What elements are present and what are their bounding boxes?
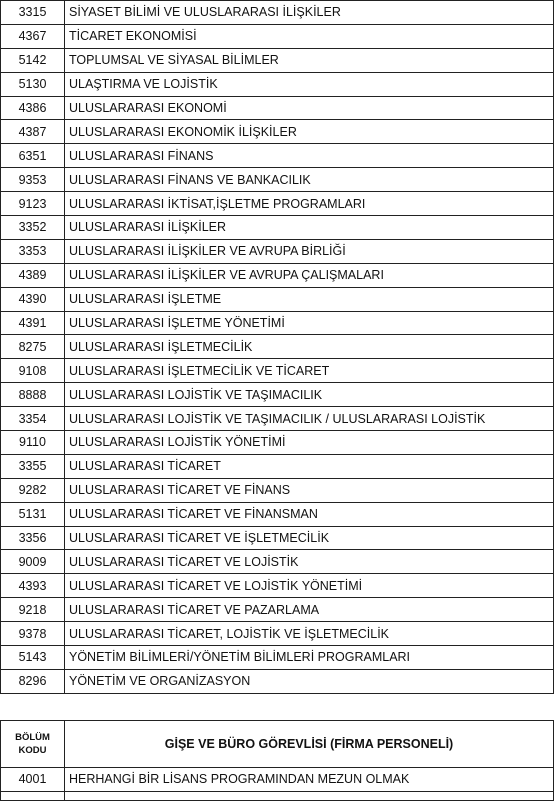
table-row bbox=[1, 192, 554, 216]
department-code: 9110 bbox=[1, 431, 65, 455]
department-code: 9378 bbox=[1, 622, 65, 646]
department-code: 3315 bbox=[1, 1, 65, 25]
department-code: 8296 bbox=[1, 669, 65, 693]
department-name: TİCARET EKONOMİSİ bbox=[65, 24, 554, 48]
department-code: 5130 bbox=[1, 72, 65, 96]
table-row bbox=[1, 335, 554, 359]
table-row bbox=[1, 120, 554, 144]
department-name: ULUSLARARASI LOJİSTİK VE TAŞIMACILIK bbox=[65, 383, 554, 407]
department-code: 9123 bbox=[1, 192, 65, 216]
table-row bbox=[1, 144, 554, 168]
department-code: 9282 bbox=[1, 478, 65, 502]
department-name: ULUSLARARASI TİCARET VE PAZARLAMA bbox=[65, 598, 554, 622]
empty-cell bbox=[1, 791, 65, 800]
table-row bbox=[1, 359, 554, 383]
department-table-body bbox=[1, 1, 554, 694]
table-row bbox=[1, 1, 554, 25]
department-name: ULUSLARARASI İŞLETMECİLİK VE TİCARET bbox=[65, 359, 554, 383]
department-name: ULUSLARARASI İLİŞKİLER VE AVRUPA ÇALIŞMALARI bbox=[65, 263, 554, 287]
department-code: 4386 bbox=[1, 96, 65, 120]
department-code: 3352 bbox=[1, 216, 65, 240]
table-row bbox=[1, 646, 554, 670]
table-row bbox=[1, 622, 554, 646]
department-name: ULUSLARARASI TİCARET bbox=[65, 454, 554, 478]
department-code: 6351 bbox=[1, 144, 65, 168]
table-row bbox=[1, 287, 554, 311]
table-row bbox=[1, 24, 554, 48]
table-row bbox=[1, 407, 554, 431]
table-row bbox=[1, 96, 554, 120]
department-name: ULUSLARARASI İLİŞKİLER VE AVRUPA BİRLİĞİ bbox=[65, 239, 554, 263]
code-column-header bbox=[1, 720, 65, 767]
department-name: ULUSLARARASI TİCARET VE İŞLETMECİLİK bbox=[65, 526, 554, 550]
department-code: 4001 bbox=[1, 767, 65, 791]
table-row bbox=[1, 526, 554, 550]
table-row bbox=[1, 431, 554, 455]
table-row bbox=[1, 263, 554, 287]
table-row bbox=[1, 72, 554, 96]
requirement-text: HERHANGİ BİR LİSANS PROGRAMINDAN MEZUN OLMAK bbox=[65, 767, 554, 791]
position-title: GİŞE VE BÜRO GÖREVLİSİ (FİRMA PERSONELİ) bbox=[65, 720, 554, 767]
table-row-partial bbox=[1, 791, 554, 800]
department-name: ULUSLARARASI FİNANS VE BANKACILIK bbox=[65, 168, 554, 192]
department-code: 3355 bbox=[1, 454, 65, 478]
department-code: 4387 bbox=[1, 120, 65, 144]
table-row bbox=[1, 383, 554, 407]
department-name: ULAŞTIRMA VE LOJİSTİK bbox=[65, 72, 554, 96]
position-table bbox=[0, 720, 554, 801]
table-row bbox=[1, 669, 554, 693]
department-code: 4393 bbox=[1, 574, 65, 598]
table-row bbox=[1, 239, 554, 263]
department-name: SİYASET BİLİMİ VE ULUSLARARASI İLİŞKİLER bbox=[65, 1, 554, 25]
department-name: ULUSLARARASI İŞLETME bbox=[65, 287, 554, 311]
department-name: ULUSLARARASI LOJİSTİK YÖNETİMİ bbox=[65, 431, 554, 455]
department-name: ULUSLARARASI TİCARET VE LOJİSTİK YÖNETİMİ bbox=[65, 574, 554, 598]
table-row bbox=[1, 598, 554, 622]
table-row bbox=[1, 550, 554, 574]
department-name: ULUSLARARASI TİCARET VE LOJİSTİK bbox=[65, 550, 554, 574]
department-name: YÖNETİM BİLİMLERİ/YÖNETİM BİLİMLERİ PROGRAMLARI bbox=[65, 646, 554, 670]
department-code: 8275 bbox=[1, 335, 65, 359]
table-row bbox=[1, 478, 554, 502]
code-header-line2: KODU bbox=[18, 744, 47, 756]
table-row bbox=[1, 767, 554, 791]
department-code: 3353 bbox=[1, 239, 65, 263]
department-code: 9218 bbox=[1, 598, 65, 622]
department-name: ULUSLARARASI İŞLETMECİLİK bbox=[65, 335, 554, 359]
position-table-header bbox=[1, 720, 554, 767]
department-code: 5131 bbox=[1, 502, 65, 526]
department-code: 3356 bbox=[1, 526, 65, 550]
department-name: YÖNETİM VE ORGANİZASYON bbox=[65, 669, 554, 693]
code-header-line1: BÖLÜM bbox=[15, 731, 50, 743]
department-name: ULUSLARARASI TİCARET VE FİNANSMAN bbox=[65, 502, 554, 526]
department-code: 4391 bbox=[1, 311, 65, 335]
table-row bbox=[1, 454, 554, 478]
department-name: ULUSLARARASI FİNANS bbox=[65, 144, 554, 168]
department-code: 4389 bbox=[1, 263, 65, 287]
department-code: 8888 bbox=[1, 383, 65, 407]
department-code: 4390 bbox=[1, 287, 65, 311]
table-row bbox=[1, 216, 554, 240]
table-row bbox=[1, 48, 554, 72]
table-row bbox=[1, 502, 554, 526]
department-name: ULUSLARARASI TİCARET VE FİNANS bbox=[65, 478, 554, 502]
department-code: 9009 bbox=[1, 550, 65, 574]
department-name: ULUSLARARASI İŞLETME YÖNETİMİ bbox=[65, 311, 554, 335]
department-code: 5142 bbox=[1, 48, 65, 72]
table-row bbox=[1, 311, 554, 335]
table-row bbox=[1, 168, 554, 192]
department-name: ULUSLARARASI EKONOMİK İLİŞKİLER bbox=[65, 120, 554, 144]
empty-cell bbox=[65, 791, 554, 800]
department-name: ULUSLARARASI TİCARET, LOJİSTİK VE İŞLETMECİLİK bbox=[65, 622, 554, 646]
department-code: 4367 bbox=[1, 24, 65, 48]
department-name: ULUSLARARASI İKTİSAT,İŞLETME PROGRAMLARI bbox=[65, 192, 554, 216]
department-name: ULUSLARARASI EKONOMİ bbox=[65, 96, 554, 120]
section-spacer bbox=[0, 694, 554, 720]
department-code: 5143 bbox=[1, 646, 65, 670]
department-code: 3354 bbox=[1, 407, 65, 431]
department-name: TOPLUMSAL VE SİYASAL BİLİMLER bbox=[65, 48, 554, 72]
department-name: ULUSLARARASI İLİŞKİLER bbox=[65, 216, 554, 240]
table-row bbox=[1, 574, 554, 598]
department-name: ULUSLARARASI LOJİSTİK VE TAŞIMACILIK / ULUSLARARASI LOJİSTİK bbox=[65, 407, 554, 431]
department-code: 9353 bbox=[1, 168, 65, 192]
department-code: 9108 bbox=[1, 359, 65, 383]
